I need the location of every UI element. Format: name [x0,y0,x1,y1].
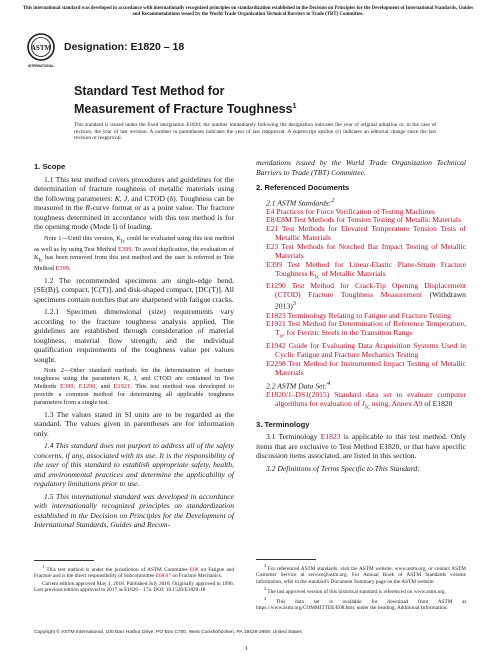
page-number: 1 [244,645,249,652]
annex-a9-link: Annex A9 [391,399,423,409]
subcommittee-e0807-link[interactable]: E08.07 [155,573,171,580]
document-title [74,84,296,117]
footnote-2: $^2$ For referenced ASTM standards, visit the ASTM website, www.astm.org, or contact ASTM Customer Service at service@astm.org. For Annual Book of ASTM Standards volume information, refer to the standard's Document Summary page on the ASTM website. [256,563,466,585]
left-column [34,158,234,533]
svg-text:ASTM: ASTM [30,44,52,52]
para-1-5: 1.5 This international standard was developed in accordance with internationally recognized principles on standardization established in the Decision on Principles for the Development of International Standards, Guides and Recom- [34,491,234,530]
ref-link-e1823[interactable]: E1823 [320,432,341,442]
ref-e399[interactable]: E399 Test Method for Linear-Elastic Plane-Strain Fracture Toughness $K_{Ic}$ of Metallic Materials [266,259,466,281]
ref-link-e1290[interactable]: E1290 [78,383,96,390]
scope-heading: 1. Scope [34,162,66,171]
designation: Designation: E1820 – 18 [64,41,185,53]
ref-e21[interactable]: E21 Test Methods for Elevated Temperature Tension Tests of Metallic Materials [266,224,466,243]
astm-data-set-label: 2.2 ASTM Data Set:$^4$ [266,380,331,391]
ref-e4[interactable]: E4 Practices for Force Verification of Testing Machines [266,206,435,216]
footnote-3: $^3$ The last approved version of this historical standard is referenced on www.astm.org. [264,585,446,595]
copyright-line: Copyright © ASTM International, 100 Barr Harbor Drive, PO Box C700, West Conshohocken, PA 19428-2959. United States [34,630,302,635]
footnote-rule-right [256,559,316,560]
para-1-1: 1.1 This test method covers procedures and guidelines for the determination of fracture toughness of metallic materials using the following parameters: K, J, and CTOD (δ). Toughness can be measured in the R-curve format or as a point value. The fracture toughness determined in accordance with this test method is for the opening mode (Mode I) of loading. [34,174,235,231]
ref-e8[interactable]: E8/E8M Test Methods for Tension Testing of Metallic Materials [266,215,461,225]
note-2: Note 2—Other standard methods for the determination of fracture toughness using the parameters K, J, and CTOD are contained in Test Methods E399, E1290, and E1921. This test method was developed to provide a common method for determining all applicable toughness parameters from a single test. [34,367,234,406]
note-1: Note 1—Until this version, $K_{Ic}$ could be evaluated using this test method as well as by using Test Method E399. To avoid duplication, the evaluation of $K_{Ic}$ has been removed from this test method and the user is referred to Test Method E399. [34,234,234,272]
astm-logo [26,32,56,70]
astm-standards-label: 2.1 ASTM Standards:$^2$ [266,196,335,208]
para-1-3: 1.3 The values stated in SI units are to be regarded as the standard. The values given in parentheses are for information only. [34,409,234,438]
ref-e23[interactable]: E23 Test Methods for Notched Bar Impact Testing of Metallic Materials [266,242,466,261]
title-line-2: Measurement of Fracture Toughness$^1$ [74,102,297,117]
title-line-1: Standard Test Method for [74,84,225,98]
committee-e08-link[interactable]: E08 [189,566,199,573]
ref-link-e1921[interactable]: E1921 [113,383,131,390]
para-1-5-continued: mendations issued by the World Trade Organization Technical Barriers to Trade (TBT) Committee. [256,158,466,177]
ref-e1942[interactable]: E1942 Guide for Evaluating Data Acquisition Systems Used in Cyclic Fatigue and Fracture Mechanics Testing [266,340,466,359]
ref-link-e399[interactable]: E399 [60,383,74,390]
para-1-2: 1.2 The recommended specimens are single-edge bend, [SE(B)], compact, [C(T)], and disk-shaped compact, [DC(T)]. All specimens contain notches that are sharpened with fatigue cracks. [34,275,234,304]
para-3-2: 3.2 Definitions of Terms Specific to This Standard: [266,463,420,473]
para-1-4: 1.4 This standard does not purport to address all of the safety concerns, if any, associated with its use. It is the responsibility of the user of this standard to establish appropriate safety, health, and environmental practices and determine the applicability of regulatory limitations prior to use. [34,441,234,489]
para-3-1: 3.1 Terminology E1823 is applicable to this test method. Only items that are exclusive to Test Method E1820, or that have specific discussion items associated, are listed in this section. [256,432,466,461]
footnote-rule-left [34,560,94,561]
ref-link-e399[interactable]: E399 [117,245,132,253]
referenced-documents-heading: 2. Referenced Documents [256,183,350,192]
ref-data-set[interactable]: E1820/1–DS1(2015) Standard data set to evaluate computer algorithms for evaluation of $J_{Ic}$ using, Annex A9 of E1820 [266,390,466,411]
ref-e1823[interactable]: E1823 Terminology Relating to Fatigue and Fracture Testing [266,310,451,320]
ref-e2298[interactable]: E2298 Test Method for Instrumented Impact Testing of Metallic Materials [266,358,466,377]
terminology-heading: 3. Terminology [256,419,310,429]
ref-link-e399[interactable]: E399 [55,264,69,272]
para-1-2-1: 1.2.1 Specimen dimensional (size) requirements vary according to the fracture toughness analysis applied. The guidelines are established through consideration of material toughness, material flow strength, and the individual qualification requirements of the toughness value per values sought. [34,307,234,364]
svg-text:INTERNATIONAL: INTERNATIONAL [28,64,54,68]
footnote-1: $^1$ This test method is under the jurisdiction of ASTM Committee E08 on Fatigue and Fracture and is the direct responsibility of Subcommittee E08.07 on Fracture Mechanics. Current edition approved May 1, 2018. Published July 2018. Originally approved in 1996. Last previous edition approved in 2017 as E1820 – 17a. DOI: 10.1520/E1820-18 [34,564,234,593]
ref-e1290[interactable]: E1290 Test Method for Crack-Tip Opening Displacement (CTOD) Fracture Toughness Measurement (Withdrawn 2013)$^3$ [266,281,466,311]
issue-note: This standard is issued under the fixed designation E1820; the number immediately following the designation indicates the year of original adoption or, in the case of revision, the year of last revision. A number in parentheses indicates the year of last reapproval. A superscript epsilon (ε) indicates an editorial change since the last revision or reapproval. [74,122,436,142]
right-column [256,158,466,476]
standards-notice: This international standard was developed in accordance with internationally recognized principles on standardization established in the Decision on Principles for the Development of International Standards, Guides and Recommendations issued by the World Trade Organization Technical Barriers to Trade (TBT) Committee. [22,6,474,17]
footnotes-right [256,563,466,612]
footnote-4: $^4$ This data set is available for download from ASTM at https://www.astm.org/COMMITTEE/E08.htm, under the heading, Additional Information. [256,596,466,612]
ref-e1921[interactable]: E1921 Test Method for Determination of Reference Temperature, $T_o$, for Ferritic Steels in the Transition Range [266,319,466,340]
